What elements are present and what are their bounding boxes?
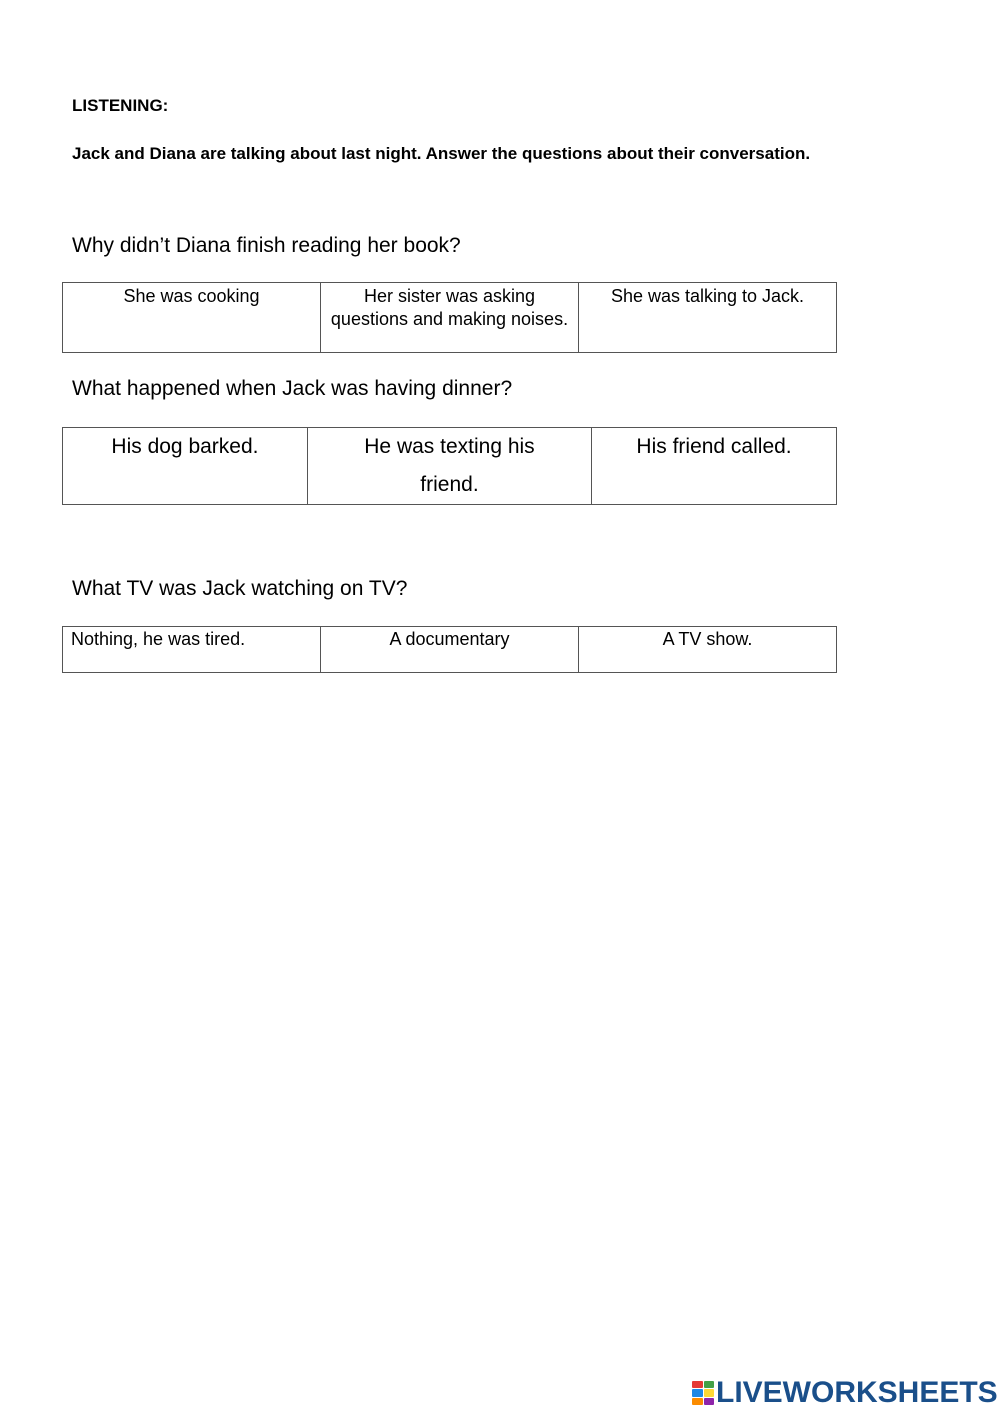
- logo-text: LIVEWORKSHEETS: [716, 1376, 998, 1409]
- option-1-b[interactable]: Her sister was asking questions and making noises.: [321, 283, 579, 353]
- option-2-c[interactable]: His friend called.: [592, 428, 837, 505]
- instructions: Jack and Diana are talking about last night. Answer the questions about their conversation.: [72, 144, 811, 163]
- liveworksheets-logo-icon: [692, 1381, 714, 1405]
- answer-options-1: [62, 282, 837, 353]
- option-1-a[interactable]: She was cooking: [63, 283, 321, 353]
- answer-options-3: [62, 626, 837, 673]
- answer-options-2: [62, 427, 837, 505]
- logo-block: [692, 1398, 703, 1405]
- question-3: What TV was Jack watching on TV?: [72, 577, 408, 600]
- option-3-b[interactable]: A documentary: [321, 627, 579, 673]
- logo-block: [704, 1381, 715, 1388]
- option-3-c[interactable]: A TV show.: [579, 627, 837, 673]
- liveworksheets-logo: [692, 1376, 998, 1410]
- question-1: Why didn’t Diana finish reading her book?: [72, 234, 461, 257]
- option-3-a[interactable]: Nothing, he was tired.: [63, 627, 321, 673]
- option-1-c[interactable]: She was talking to Jack.: [579, 283, 837, 353]
- logo-block: [692, 1389, 703, 1396]
- option-2-b[interactable]: He was texting his friend.: [307, 428, 591, 505]
- logo-block: [704, 1389, 715, 1396]
- option-2-a[interactable]: His dog barked.: [63, 428, 308, 505]
- section-heading: LISTENING:: [72, 96, 169, 115]
- logo-block: [704, 1398, 715, 1405]
- logo-block: [692, 1381, 703, 1388]
- question-2: What happened when Jack was having dinner?: [72, 377, 513, 400]
